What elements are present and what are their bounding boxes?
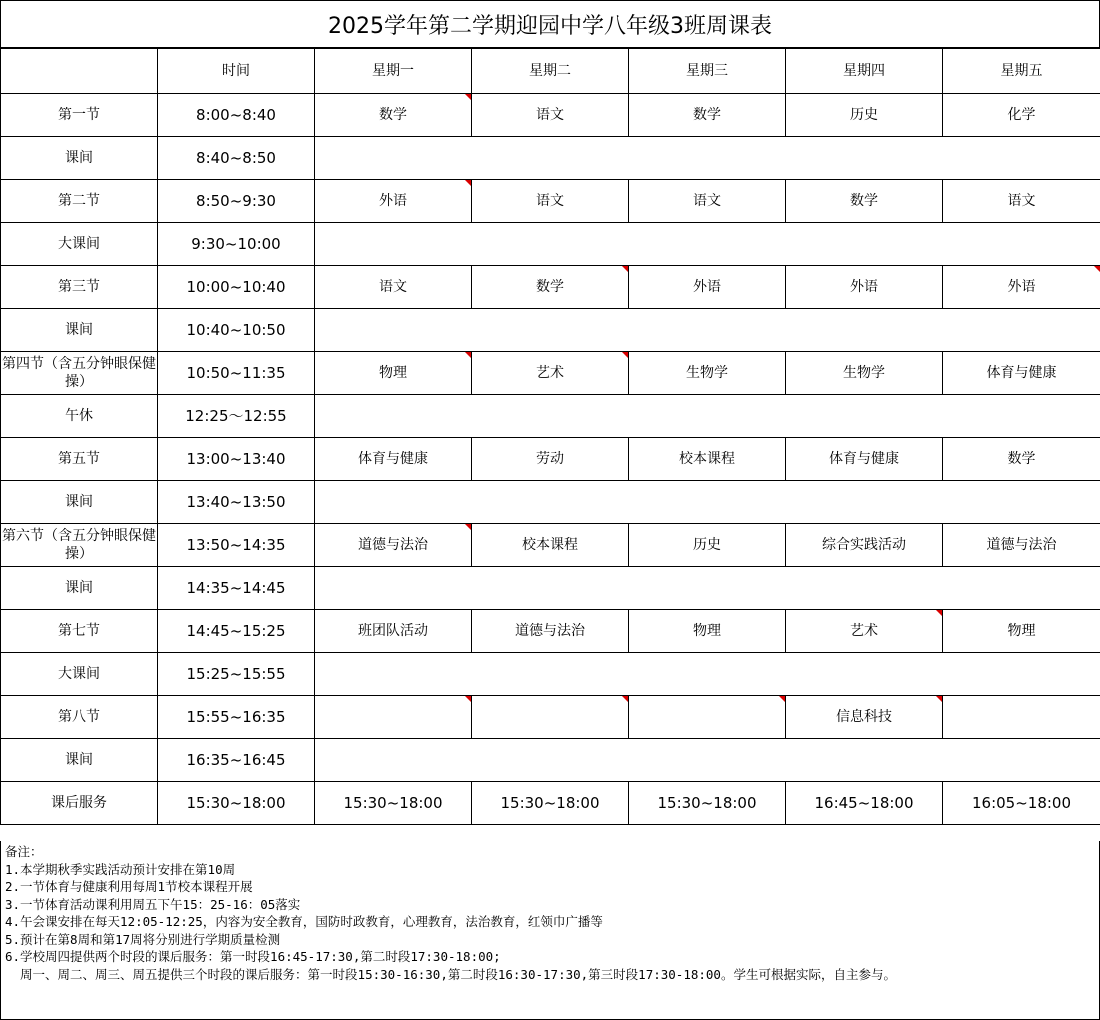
table-row (1, 524, 1100, 567)
table-row (1, 137, 1100, 180)
period-time: 13:50~14:35 (158, 524, 315, 567)
break-span-cell (315, 567, 1100, 610)
table-row (1, 223, 1100, 266)
period-time: 8:40~8:50 (158, 137, 315, 180)
subject-cell-tuesday: 15:30~18:00 (472, 782, 629, 825)
period-time: 10:50~11:35 (158, 352, 315, 395)
subject-cell-tuesday: 校本课程 (472, 524, 629, 567)
subject-cell-tuesday: 艺术 (472, 352, 629, 395)
timetable (0, 48, 1100, 825)
period-label: 第一节 (1, 94, 158, 137)
break-span-cell (315, 395, 1100, 438)
header-cell-wednesday: 星期三 (629, 49, 786, 94)
subject-cell-thursday: 信息科技 (786, 696, 943, 739)
note-line: 1.本学期秋季实践活动预计安排在第10周 (5, 861, 236, 877)
notes-heading: 备注： (5, 844, 43, 859)
subject-cell-wednesday: 校本课程 (629, 438, 786, 481)
table-row (1, 438, 1100, 481)
subject-cell-friday: 外语 (943, 266, 1100, 309)
period-time: 9:30~10:00 (158, 223, 315, 266)
period-label: 午休 (1, 395, 158, 438)
subject-cell-friday: 物理 (943, 610, 1100, 653)
period-label: 大课间 (1, 653, 158, 696)
subject-cell-monday: 体育与健康 (315, 438, 472, 481)
subject-cell-wednesday: 外语 (629, 266, 786, 309)
period-label: 第四节（含五分钟眼保健操） (1, 352, 158, 395)
subject-cell-friday: 语文 (943, 180, 1100, 223)
subject-cell-monday: 外语 (315, 180, 472, 223)
period-time: 12:25～12:55 (158, 395, 315, 438)
period-time: 15:25~15:55 (158, 653, 315, 696)
subject-cell-friday: 体育与健康 (943, 352, 1100, 395)
period-label: 第五节 (1, 438, 158, 481)
table-row (1, 567, 1100, 610)
note-line: 3.一节体育活动课利用周五下午15：25-16：05落实 (5, 896, 301, 912)
period-label: 课间 (1, 137, 158, 180)
period-time: 8:50~9:30 (158, 180, 315, 223)
period-time: 8:00~8:40 (158, 94, 315, 137)
break-span-cell (315, 481, 1100, 524)
break-span-cell (315, 653, 1100, 696)
table-row (1, 610, 1100, 653)
table-row (1, 94, 1100, 137)
subject-cell-monday: 15:30~18:00 (315, 782, 472, 825)
header-cell-time: 时间 (158, 49, 315, 94)
header-cell-thursday: 星期四 (786, 49, 943, 94)
subject-cell-tuesday: 劳动 (472, 438, 629, 481)
subject-cell-thursday: 历史 (786, 94, 943, 137)
subject-cell-wednesday: 生物学 (629, 352, 786, 395)
note-line: 2.一节体育与健康利用每周1节校本课程开展 (5, 879, 253, 894)
header-row (1, 49, 1100, 94)
period-time: 16:35~16:45 (158, 739, 315, 782)
period-label: 第三节 (1, 266, 158, 309)
break-span-cell (315, 137, 1100, 180)
table-row (1, 782, 1100, 825)
subject-cell-wednesday: 数学 (629, 94, 786, 137)
period-label: 第六节（含五分钟眼保健操） (1, 524, 158, 567)
subject-cell-friday: 化学 (943, 94, 1100, 137)
period-time: 10:00~10:40 (158, 266, 315, 309)
subject-cell-monday: 道德与法治 (315, 524, 472, 567)
table-row (1, 395, 1100, 438)
break-span-cell (315, 223, 1100, 266)
subject-cell-friday: 道德与法治 (943, 524, 1100, 567)
header-cell-monday: 星期一 (315, 49, 472, 94)
subject-cell-thursday: 数学 (786, 180, 943, 223)
subject-cell-tuesday: 语文 (472, 180, 629, 223)
period-time: 15:55~16:35 (158, 696, 315, 739)
subject-cell-friday (943, 696, 1100, 739)
header-cell-corner (1, 49, 158, 94)
period-label: 课间 (1, 481, 158, 524)
subject-cell-friday: 16:05~18:00 (943, 782, 1100, 825)
subject-cell-tuesday (472, 696, 629, 739)
period-time: 15:30~18:00 (158, 782, 315, 825)
subject-cell-wednesday (629, 696, 786, 739)
period-label: 第八节 (1, 696, 158, 739)
period-time: 14:45~15:25 (158, 610, 315, 653)
table-row (1, 180, 1100, 223)
table-row (1, 481, 1100, 524)
subject-cell-monday (315, 696, 472, 739)
header-cell-tuesday: 星期二 (472, 49, 629, 94)
break-span-cell (315, 309, 1100, 352)
period-time: 14:35~14:45 (158, 567, 315, 610)
subject-cell-thursday: 体育与健康 (786, 438, 943, 481)
subject-cell-friday: 数学 (943, 438, 1100, 481)
period-label: 课间 (1, 309, 158, 352)
subject-cell-thursday: 生物学 (786, 352, 943, 395)
notes-section (0, 841, 1100, 1020)
table-row (1, 739, 1100, 782)
page-title: 2025学年第二学期迎园中学八年级3班周课表 (0, 0, 1100, 48)
subject-cell-thursday: 16:45~18:00 (786, 782, 943, 825)
subject-cell-thursday: 外语 (786, 266, 943, 309)
subject-cell-thursday: 艺术 (786, 610, 943, 653)
header-cell-friday: 星期五 (943, 49, 1100, 94)
note-line: 6.学校周四提供两个时段的课后服务：第一时段16:45-17:30,第二时段17:30-18:00; (5, 949, 501, 964)
subject-cell-wednesday: 语文 (629, 180, 786, 223)
period-label: 课间 (1, 739, 158, 782)
note-line: 周一、周二、周三、周五提供三个时段的课后服务：第一时段15:30-16:30,第二时段16:30-17:30,第三时段17:30-18:00。学生可根据实际，自主参与。 (5, 966, 896, 982)
break-span-cell (315, 739, 1100, 782)
subject-cell-tuesday: 道德与法治 (472, 610, 629, 653)
table-row (1, 653, 1100, 696)
subject-cell-thursday: 综合实践活动 (786, 524, 943, 567)
subject-cell-wednesday: 15:30~18:00 (629, 782, 786, 825)
table-row (1, 309, 1100, 352)
table-row (1, 266, 1100, 309)
note-line: 4.午会课安排在每天12:05-12:25，内容为安全教育，国防时政教育，心理教育，法治教育，红领巾广播等 (5, 914, 603, 929)
subject-cell-monday: 班团队活动 (315, 610, 472, 653)
subject-cell-tuesday: 语文 (472, 94, 629, 137)
period-label: 大课间 (1, 223, 158, 266)
subject-cell-tuesday: 数学 (472, 266, 629, 309)
subject-cell-wednesday: 物理 (629, 610, 786, 653)
period-label: 第二节 (1, 180, 158, 223)
subject-cell-wednesday: 历史 (629, 524, 786, 567)
subject-cell-monday: 数学 (315, 94, 472, 137)
subject-cell-monday: 物理 (315, 352, 472, 395)
period-label: 课间 (1, 567, 158, 610)
period-time: 13:40~13:50 (158, 481, 315, 524)
note-line: 5.预计在第8周和第17周将分别进行学期质量检测 (5, 931, 281, 947)
period-label: 第七节 (1, 610, 158, 653)
period-label: 课后服务 (1, 782, 158, 825)
table-row (1, 352, 1100, 395)
subject-cell-monday: 语文 (315, 266, 472, 309)
period-time: 13:00~13:40 (158, 438, 315, 481)
table-row (1, 696, 1100, 739)
period-time: 10:40~10:50 (158, 309, 315, 352)
